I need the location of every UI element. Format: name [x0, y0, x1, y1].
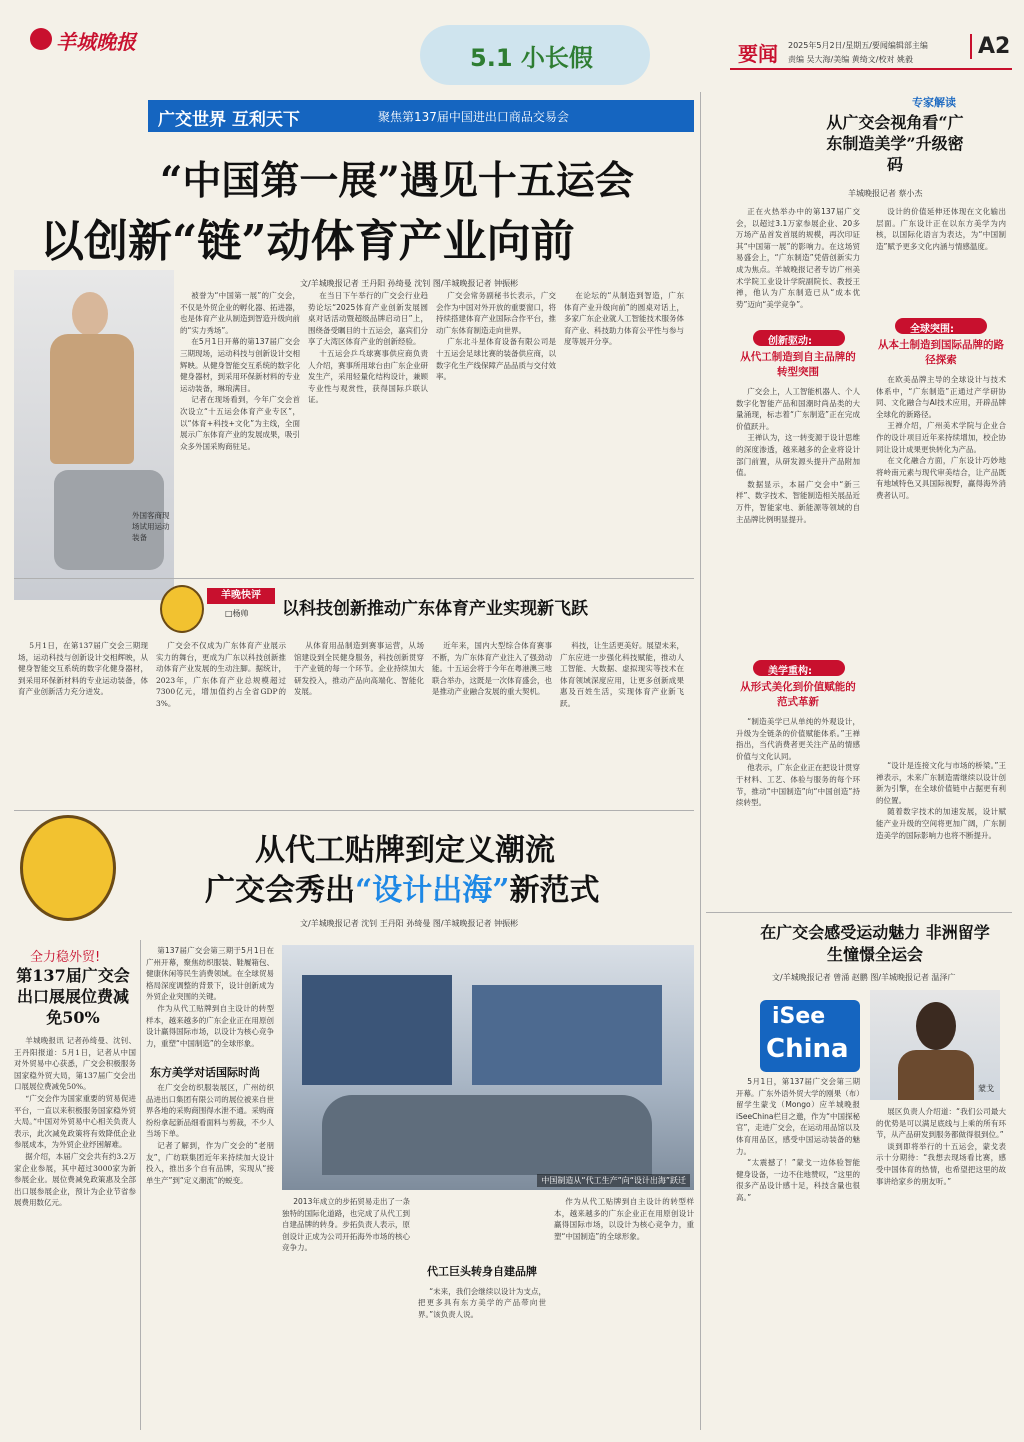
sec1-tag: 全球突围:: [910, 324, 954, 335]
story1-col3: [436, 290, 556, 565]
expert-byline: 羊城晚报记者 蔡小杰: [848, 189, 923, 198]
subhead-brand: 代工巨头转身自建品牌: [427, 1265, 537, 1278]
sec2-tag: 创新驱动:: [768, 336, 812, 347]
paragraph: 被誉为“中国第一展”的广交会，不仅是外贸企业的孵化器、拓进器，也是体育产业从制造到智造升级向前的“实力秀场”。: [180, 291, 300, 335]
paragraph: “制造美学已从单纯的外观设计，升级为全链条的价值赋能体系。”王禅指出，当代消费者更关注产品的情感价值与文化认同。: [736, 717, 860, 761]
newspaper-logo: 羊城晚报: [56, 30, 136, 54]
story3-col2: [282, 1196, 410, 1430]
clothes-rack: [302, 975, 452, 1085]
divider: [140, 940, 141, 1430]
column-tag: 羊晚快评: [207, 588, 275, 604]
paragraph: 作为从代工贴牌到自主设计的转型样本，越来越多的广东企业正在用原创设计赢得国际市场，以设计为核心竞争力，重塑“中国制造”的全球形象。: [554, 1197, 694, 1241]
paragraph: 广交会常务副秘书长表示，广交会作为中国对外开放的重要窗口，将持续搭建体育产业国际合作平台，推动广东体育制造走向世界。: [436, 291, 556, 335]
expert-col-b: [736, 386, 860, 656]
paragraph: 2013年成立的步拓贸易走出了一条独特的国际化道路，也完成了从代工到自建品牌的转身。步拓负责人表示，原创设计正成为公司开拓海外市场的核心竞争力。: [282, 1197, 410, 1253]
story2-col3: [294, 640, 424, 800]
staff-line: 责编 吴大海/美编 黄绮文/校对 姚毅: [788, 55, 914, 64]
story5-col2: [876, 1106, 1006, 1430]
story1-col4: [564, 290, 684, 565]
divider: [706, 912, 1012, 913]
story3-byline: 文/羊城晚报记者 沈钊 王丹阳 孙绮曼 图/羊城晚报记者 钟振彬: [300, 919, 519, 928]
expert-label: 专家解读: [912, 96, 956, 109]
paragraph: 广交会上，人工智能机器人、个人数字化智能产品和国潮时尚品类的大量涌现，标志着“广东制造”正在完成价值跃升。: [736, 387, 860, 431]
visitor-crowd: [322, 1095, 652, 1175]
sec1-title: 从本土制造到国际品牌的路径探索: [878, 339, 1004, 366]
story4-kicker: 全力稳外贸!: [30, 950, 101, 965]
title-part: 广交会秀出: [205, 873, 355, 908]
sec3-tag: 美学重构:: [768, 666, 812, 677]
title-part: 新范式: [509, 873, 600, 908]
paragraph: 近年来，国内大型综合体育赛事不断，为广东体育产业注入了强劲动能。十五运会将于今年在粤港澳三地联合举办，这既是一次体育盛会，也是推动产业融合发展的重大契机。: [432, 641, 552, 697]
story5-title: 在广交会感受运动魅力 非洲留学生憧憬全运会: [760, 923, 990, 964]
topic-banner: [148, 100, 694, 132]
story3-title-line2: [205, 865, 600, 909]
paragraph: 在文化融合方面，广东设计巧妙地将岭南元素与现代审美结合，让产品既有地域特色又具国际视野，赢得海外消费者认可。: [876, 456, 1006, 500]
story3-title-line1: 从代工贴牌到定义潮流: [255, 833, 555, 868]
photo-caption: 中国制造从“代工生产”向“设计出海”跃迁: [537, 1174, 690, 1187]
edition-date: 2025年5月2日/星期五/要闻编辑部主编: [788, 41, 928, 50]
logo-text: iSee: [772, 1004, 826, 1029]
paragraph: 第137届广交会第三期于5月1日在广州开幕，聚焦纺织服装、鞋履箱包、健康休闲等民生消费领域。在全球贸易格局深度调整的背景下，设计创新成为外贸企业突围的关键。: [146, 946, 274, 1002]
sec2-title: 从代工制造到自主品牌的转型突围: [740, 351, 856, 378]
person-head: [72, 292, 108, 336]
paragraph: 十五运会乒乓球赛事供应商负责人介绍，赛事所用球台由广东企业研发生产，采用轻量化结构设计，兼顾专业性与观赏性，获得国际乒联认证。: [308, 348, 428, 405]
story4-body: [14, 1035, 136, 1430]
story3-col4: [554, 1196, 694, 1430]
expert-col-c: [736, 716, 860, 902]
story1-photo: [14, 270, 174, 600]
holiday-banner: 5.1 小长假: [470, 44, 593, 72]
expert-col-f: [876, 760, 1006, 902]
paragraph: 谈到即将举行的十五运会，蒙戈表示十分期待：“我想去现场看比赛，感受中国体育的热情，也希望把这里的故事讲给家乡的朋友听。”: [876, 1141, 1006, 1186]
story5-byline: 文/羊城晚报记者 曾涌 赵鹏 图/羊城晚报记者 温泽广: [772, 973, 956, 982]
person-body: [50, 334, 134, 464]
story2-col4: [432, 640, 552, 800]
story3-col1b: [146, 1082, 274, 1430]
title-highlight: “设计出海”: [355, 873, 510, 908]
paragraph: 王禅介绍，广州美术学院与企业合作的设计项目近年来持续增加，校企协同让设计成果更快转化为产品。: [876, 421, 1006, 454]
story1-title-line2: 以创新“链”动体育产业向前: [40, 216, 575, 267]
paragraph: 记者在现场看到，今年广交会首次设立“十五运会体育产业专区”，以“体育+科技+文化”为主线，全面展示广东体育产业的发展成果，吸引众多外国采购商驻足。: [180, 395, 300, 451]
paragraph: 正在火热举办中的第137届广交会，以超过3.1万家参展企业、20多万场产品首发首展的规模，再次印证其“中国第一展”的影响力。在这场贸易盛会上，“广东制造”凭借创新实力成为焦点。羊城晚报记者专访广州美术学院工业设计学院副院长、教授王禅，他认为广东制造已从“成本优势”迈向“美学竞争”。: [736, 207, 860, 309]
paragraph: 科技，让生活更美好。展望未来，广东应进一步强化科技赋能，推动人工智能、大数据、虚拟现实等技术在体育领域深度应用，让更多创新成果惠及百姓生活，实现体育产业新飞跃。: [560, 641, 684, 708]
story5-col1: [736, 1076, 860, 1430]
page-number: A2: [970, 34, 1010, 59]
story2-title: 以科技创新推动广东体育产业实现新飞跃: [282, 599, 588, 619]
paragraph: 数据显示，本届广交会中“新三样”、数字技术、智能制造相关展品近万件，智能家电、新能源等领域的自主品牌比例明显提升。: [736, 479, 860, 524]
story5-photo: [870, 990, 1000, 1100]
paragraph: 羊城晚报讯 记者孙绮曼、沈钊、王丹阳报道：5月1日，记者从中国对外贸易中心获悉，广交会积极服务国家稳外贸大局，第137届广交会出口展展位费减免50%。: [14, 1036, 136, 1092]
paragraph: “广交会作为国家重要的贸易促进平台，一直以来积极服务国家稳外贸大局。”中国对外贸易中心相关负责人表示，此次减免政策将有效降低企业参展成本，为外贸企业纾困解难。: [14, 1093, 136, 1150]
sec3-title: 从形式美化到价值赋能的范式革新: [740, 681, 856, 708]
expert-title: 从广交会视角看“广东制造美学”升级密码: [826, 113, 964, 174]
paragraph: 作为从代工贴牌到自主设计的转型样本，越来越多的广东企业正在用原创设计赢得国际市场，以设计为核心竞争力，重塑“中国制造”的全球形象。: [146, 1003, 274, 1048]
divider: [14, 578, 694, 579]
masthead: [0, 0, 1024, 90]
bee-mascot-icon: [160, 585, 204, 633]
logo-text: China: [766, 1034, 849, 1064]
iseechina-logo: [760, 1000, 860, 1072]
paragraph: 展区负责人介绍道：“我们公司最大的优势是可以满足底线与上乘的所有环节，从产品研发到服务都做得很到位。”: [876, 1107, 1006, 1140]
topic-label: 广交世界 互利天下: [158, 110, 300, 130]
expert-col-e: [876, 374, 1006, 754]
paragraph: “未来，我们会继续以设计为支点，把更多具有东方美学的产品带向世界。”该负责人说。: [418, 1286, 546, 1319]
paragraph: 广交会不仅成为广东体育产业展示实力的舞台，更成为广东以科技创新推动体育产业发展的生动注脚。据统计，2023年，广东体育产业总规模超过7300亿元，增加值约占全省GDP的3%。: [156, 641, 286, 708]
paragraph: 设计的价值延伸还体现在文化输出层面。广东设计正在以东方美学为内核，以国际化语言为表达，为“中国制造”赋予更多文化内涵与情感温度。: [876, 207, 1006, 251]
story4-title: 第137届广交会出口展展位费减免50%: [16, 966, 130, 1027]
story1-title-line1: “中国第一展”遇见十五运会: [160, 158, 634, 204]
logo-icon: [30, 28, 52, 50]
expert-col-a: [736, 206, 860, 326]
divider: [14, 810, 694, 811]
story3-col3: [418, 1196, 546, 1430]
paragraph: 5月1日，在第137届广交会三期现场，运动科技与创新设计交相辉映，从健身智能交互系统的数字化健身器材，到采用环保新材料的专业运动装备，体育产业创新活力充分迸发。: [18, 641, 148, 697]
masthead-rule: [730, 68, 1012, 70]
clothes-rack: [472, 985, 662, 1085]
paragraph: 在广交会纺织服装展区，广州纺织品进出口集团有限公司的展位被来自世界各地的采购商围得水泄不通。采购商纷纷拿起新品细看面料与剪裁，不少人当场下单。: [146, 1083, 274, 1139]
paragraph: 在论坛的“从制造到智造，广东体育产业升级向前”的圆桌对话上，多家广东企业就人工智能技术服务体育产业、科技助力体育公平性与参与度等展开分享。: [564, 291, 684, 347]
paragraph: 他表示，广东企业正在把设计贯穿于材料、工艺、体验与服务的每个环节，推动“中国制造”向“中国创造”持续转型。: [736, 763, 860, 808]
column-author: □杨帅: [225, 609, 249, 618]
story1-byline: 文/羊城晚报记者 王丹阳 孙绮曼 沈钊 图/羊城晚报记者 钟振彬: [300, 279, 519, 288]
paragraph: 广东北斗星体育设备有限公司是十五运会足球比赛的装备供应商，以数字化生产线保障产品品质与交付效率。: [436, 337, 556, 382]
bee-mascot-icon: [20, 815, 116, 921]
expert-col-d: [876, 206, 1006, 316]
story3-photo: [282, 945, 694, 1190]
paragraph: 从体育用品制造到赛事运营，从场馆建设到全民健身服务，科技创新贯穿于产业链的每一个环节。企业持续加大研发投入，推动产品向高端化、智能化发展。: [294, 641, 424, 697]
story2-col5: [560, 640, 684, 800]
paragraph: 在欧美品牌主导的全球设计与技术体系中，“广东制造”正通过产学研协同、文化融合与AI技术应用，开辟品牌全球化的新路径。: [876, 375, 1006, 419]
story1-col1: [180, 290, 300, 565]
paragraph: 记者了解到，作为广交会的“老朋友”，广纺联集团近年来持续加大设计投入，推出多个自有品牌，实现从“接单生产”到“定义潮流”的蜕变。: [146, 1140, 274, 1185]
photo-caption: 外国客商现场试用运动装备: [132, 511, 170, 542]
subhead-oriental: 东方美学对话国际时尚: [150, 1066, 260, 1079]
paragraph: “设计是连接文化与市场的桥梁。”王禅表示，未来广东制造需继续以设计创新为引擎，在全球价值链中占据更有利的位置。: [876, 761, 1006, 805]
story2-col2: [156, 640, 286, 800]
paragraph: 在当日下午举行的广交会行业趋势论坛“2025体育产业创新发展圆桌对话活动暨超级品牌启动日”上，围绕备受瞩目的十五运会，嘉宾们分享了大湾区体育产业的创新经验。: [308, 291, 428, 347]
person-body: [898, 1050, 974, 1100]
paragraph: “太震撼了！”蒙戈一边体验智能健身设备，一边不住地赞叹，“这里的很多产品设计感十足，科技含量也很高。”: [736, 1158, 860, 1202]
paragraph: 在5月1日开幕的第137届广交会三期现场，运动科技与创新设计交相辉映。从健身智能交互系统的数字化健身器材，到采用环保新材料的专业运动装备，琳琅满目。: [180, 337, 300, 393]
paragraph: 随着数字技术的加速发展，设计赋能产业升级的空间将更加广阔，广东制造美学的国际影响力也将不断提升。: [876, 807, 1006, 840]
story3-col1: [146, 945, 274, 1055]
paragraph: 5月1日，第137届广交会第三期开幕。广东外语外贸大学的刚果（布）留学生蒙戈（Mongo）应羊城晚报iSeeChina栏目之邀，作为“中国探秘官”，走进广交会，在运动用品馆以及体育用品区，感受中国运动装备的魅力。: [736, 1077, 860, 1156]
section-name: 要闻: [738, 42, 778, 66]
paragraph: 王禅认为，这一转变源于设计思维的深度渗透，越来越多的企业将设计部门前置，从研发源头提升产品附加值。: [736, 433, 860, 478]
divider: [700, 92, 701, 1430]
story2-col1: [18, 640, 148, 800]
person-head: [916, 1002, 956, 1050]
photo-caption: 蒙戈: [978, 1084, 994, 1093]
story1-col2: [308, 290, 428, 565]
topic-sub: 聚焦第137届中国进出口商品交易会: [378, 110, 569, 124]
paragraph: 据介绍，本届广交会共有约3.2万家企业参展，其中超过3000家为新参展企业。展位费减免政策惠及全部出口展参展企业，预计为企业节省参展费用数亿元。: [14, 1151, 136, 1208]
